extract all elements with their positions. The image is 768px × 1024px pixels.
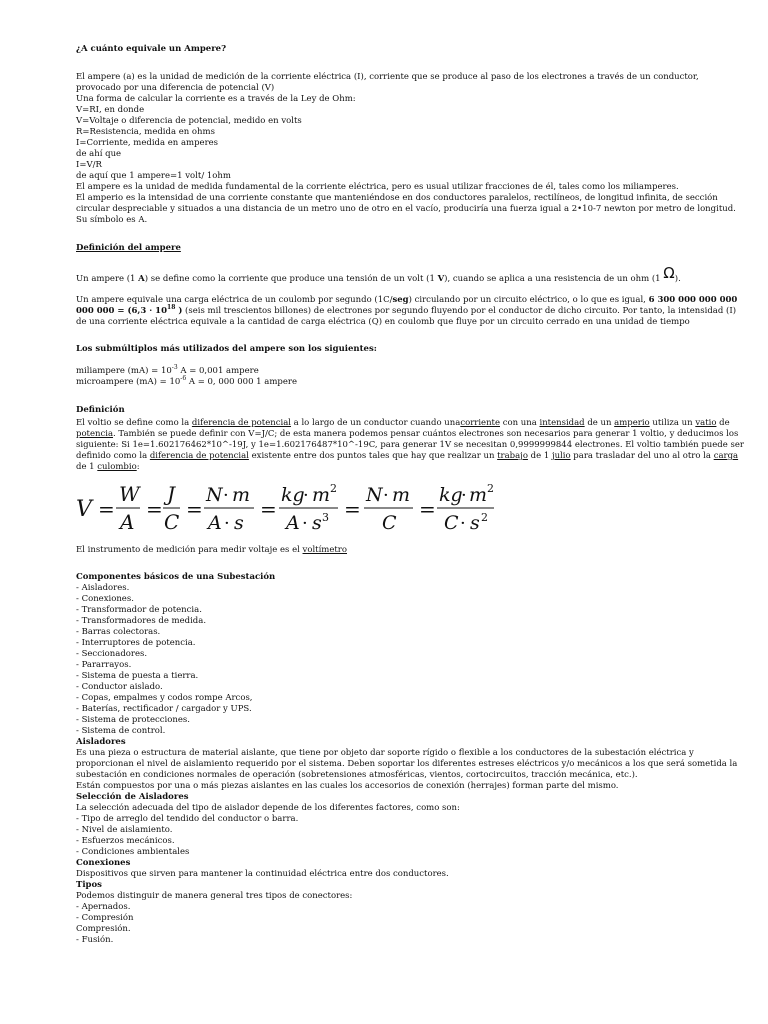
svg-text:A: A — [120, 510, 135, 534]
text: utiliza un — [649, 418, 696, 428]
svg-text:=: = — [98, 497, 115, 521]
svg-text:C: C — [382, 512, 397, 534]
text-line: de aquí que 1 ampere=1 volt/ 1ohm — [76, 171, 231, 181]
svg-text:V: V — [76, 497, 92, 522]
section-heading — [76, 243, 696, 254]
text: ) — [175, 306, 183, 316]
svg-text:C: C — [444, 512, 459, 534]
text: microampere (mA) = 10 — [76, 377, 181, 387]
link[interactable]: voltímetro — [302, 545, 347, 555]
volt-formula — [76, 484, 496, 534]
section-heading: Selección de Aisladores — [76, 792, 189, 802]
list-item: - Sistema de puesta a tierra. — [76, 671, 199, 681]
text: ) se define como la corriente que produce una tensión de un volt (1 — [144, 274, 438, 284]
section-heading: Componentes básicos de una Subestación — [76, 572, 276, 582]
text: ) = 10 — [145, 366, 172, 376]
list-item: - Nivel de aislamiento. — [76, 825, 173, 835]
link[interactable]: vatio — [695, 418, 717, 428]
text: 6 300 000 000 000 — [648, 295, 738, 305]
list-item: - Sistema de control. — [76, 726, 166, 736]
text: miliampere (mA — [76, 366, 146, 376]
text: para trasladar del uno al otro la — [570, 451, 714, 461]
list-item: - Fusión. — [76, 935, 114, 945]
svg-text:A: A — [286, 512, 300, 534]
section-heading: Tipos — [76, 880, 102, 890]
list-item: - Esfuerzos mecánicos. — [76, 836, 175, 846]
text: El instrumento de medición para medir voltaje es el — [76, 545, 303, 555]
text-line — [76, 451, 739, 462]
text: A = 0,001 ampere — [177, 366, 259, 376]
text-line: Su símbolo es A. — [76, 215, 148, 225]
text-line — [76, 418, 730, 429]
text-line: provocado por una diferencia de potencial (V) — [76, 83, 275, 93]
section-heading: Aisladores — [76, 737, 126, 747]
svg-text:3: 3 — [322, 511, 329, 524]
section-heading: Definición — [76, 405, 125, 415]
list-item: - Tipo de arreglo del tendido del conductor o barra. — [76, 814, 299, 824]
text-line: Están compuestos por una o más piezas aislantes en las cuales los accesorios de conexión (herrajes) forman parte del mismo. — [76, 781, 619, 791]
ohm-symbol: Ω — [663, 264, 675, 282]
volt-definition-paragraph — [76, 418, 744, 473]
list-item: - Transformadores de medida. — [76, 616, 207, 626]
list-item: - Pararrayos. — [76, 660, 132, 670]
svg-text:2: 2 — [487, 484, 494, 495]
svg-text:kg: kg — [281, 484, 305, 506]
ampere-definition-line — [76, 264, 696, 285]
text-line: de una corriente eléctrica equivale a la cantidad de carga eléctrica (Q) en coulomb que fluye por un circuito cerrado en una unidad de tiempo — [76, 317, 690, 327]
svg-text:·: · — [224, 513, 230, 534]
list-item: - Conductor aislado. — [76, 682, 163, 692]
ampere-coulomb-paragraph — [76, 295, 738, 328]
text: V — [437, 274, 445, 284]
submultiples-list — [76, 366, 696, 388]
link[interactable]: intensidad — [539, 418, 585, 428]
text-line: Es una pieza o estructura de material aislante, que tiene por objeto dar soporte rígido o flexible a los conductores de la subestación eléctrica y — [76, 748, 694, 758]
superscript: -6 — [180, 375, 187, 383]
svg-text:·: · — [223, 485, 229, 506]
text: de un — [584, 418, 615, 428]
text-line: Dispositivos que sirven para mantener la continuidad eléctrica entre dos conductores. — [76, 869, 449, 879]
text-line — [76, 429, 739, 440]
svg-text:=: = — [419, 497, 436, 521]
text: definido como la — [76, 451, 150, 461]
text: con una — [500, 418, 540, 428]
list-item: - Sistema de protecciones. — [76, 715, 190, 725]
list-item: - Condiciones ambientales — [76, 847, 190, 857]
list-item: - Aisladores. — [76, 583, 130, 593]
question-title: ¿A cuánto equivale un Ampere? — [76, 44, 227, 54]
svg-text:A: A — [208, 512, 222, 534]
text-line: El ampere es la unidad de medida fundamental de la corriente eléctrica, pero es usual utilizar fracciones de él, tales como los miliamperes. — [76, 182, 679, 192]
text: a lo largo de un conductor cuando una — [290, 418, 461, 428]
list-item: - Baterías, rectificador / cargador y UPS. — [76, 704, 252, 714]
text: Un ampere (1 — [76, 274, 139, 284]
svg-text:2: 2 — [330, 484, 337, 495]
svg-text:N: N — [206, 484, 223, 506]
text: de 1 — [76, 462, 98, 472]
text-line — [76, 304, 737, 317]
list-item: - Copas, empalmes y codos rompe Arcos, — [76, 693, 253, 703]
text-line: Una forma de calcular la corriente es a través de la Ley de Ohm: — [76, 94, 356, 104]
svg-text:C: C — [164, 510, 180, 534]
text: seg — [392, 295, 409, 305]
svg-text:·: · — [303, 485, 309, 506]
list-item: Compresión. — [76, 924, 131, 934]
text-line: V=Voltaje o diferencia de potencial, medido en volts — [76, 116, 302, 126]
intro-section — [76, 72, 736, 226]
link[interactable]: potencia — [76, 429, 114, 439]
link[interactable]: diferencia de potencial — [149, 451, 249, 461]
text-line: R=Resistencia, medida en ohms — [76, 127, 215, 137]
text: ). — [674, 274, 681, 284]
svg-text:s: s — [234, 512, 244, 534]
text-line: subestación en condiciones normales de operación (sobretensiones atmosféricas, vientos, cortocircuitos, tracción mecánica, etc.). — [76, 770, 638, 780]
svg-text:m: m — [232, 484, 251, 506]
text: existente entre dos puntos tales que hay que realizar un — [248, 451, 498, 461]
text: El voltio se define como la — [76, 418, 192, 428]
text-line: V=RI, en donde — [76, 105, 145, 115]
list-item: - Transformador de potencia. — [76, 605, 202, 615]
text-line: El amperio es la intensidad de una corriente constante que manteniéndose en dos conductores paralelos, rectilíneos, de longitud infinita, de sección — [76, 193, 718, 203]
instrument-line — [76, 545, 696, 556]
text: ), cuando se aplica a una resistencia de un ohm (1 — [444, 274, 664, 284]
svg-text:2: 2 — [481, 511, 488, 524]
svg-text:J: J — [167, 484, 176, 506]
link[interactable]: julio — [551, 451, 571, 461]
svg-text:kg: kg — [439, 484, 463, 506]
svg-text:·: · — [461, 485, 467, 506]
text: de — [716, 418, 730, 428]
list-item: - Compresión — [76, 913, 134, 923]
text: ) circulando por un circuito eléctrico, o lo que es igual, — [408, 295, 649, 305]
link[interactable]: carga — [713, 451, 739, 461]
list-item: - Apernados. — [76, 902, 131, 912]
link[interactable]: corriente — [460, 418, 500, 428]
svg-text:s: s — [312, 512, 322, 534]
text-line: de ahí que — [76, 149, 122, 159]
list-item: - Seccionadores. — [76, 649, 148, 659]
list-item: - Conexiones. — [76, 594, 134, 604]
section-heading: Los submúltiplos más utilizados del ampere son los siguientes: — [76, 344, 377, 354]
svg-text:=: = — [260, 497, 277, 521]
heading-text: Definición del ampere — [76, 243, 181, 253]
svg-text:=: = — [186, 497, 203, 521]
formula-graphic — [76, 484, 496, 534]
link[interactable]: culombio — [97, 462, 137, 472]
svg-text:=: = — [344, 497, 361, 521]
link[interactable]: trabajo — [497, 451, 528, 461]
section-heading: Conexiones — [76, 858, 131, 868]
superscript: 18 — [167, 304, 176, 312]
text-line: Podemos distinguir de manera general tres tipos de conectores: — [76, 891, 353, 901]
svg-text:s: s — [470, 512, 480, 534]
svg-text:m: m — [392, 484, 411, 506]
text: (seis mil trescientos billones) de electrones por segundo fluyendo por el conductor de dicho circuito. Por tanto, la intensidad (I) — [182, 306, 737, 316]
text-line: La selección adecuada del tipo de aislador depende de los diferentes factores, como son: — [76, 803, 460, 813]
svg-text:m: m — [312, 484, 331, 506]
text: A — [138, 274, 145, 284]
text-line — [76, 462, 696, 473]
text: : — [136, 462, 140, 472]
text-line: El ampere (a) es la unidad de medición de la corriente eléctrica (I), corriente que se produce al paso de los electrones a través de un conductor, — [76, 72, 699, 82]
svg-text:·: · — [302, 513, 308, 534]
components-list — [76, 583, 738, 946]
text-line: circular despreciable y situados a una distancia de un metro uno de otro en el vacío, produciría una fuerza igual a 2•10-7 newton por metro de longitud. — [76, 204, 736, 214]
list-item: - Interruptores de potencia. — [76, 638, 196, 648]
svg-text:m: m — [469, 484, 488, 506]
list-item: - Barras colectoras. — [76, 627, 161, 637]
superscript: -3 — [171, 364, 178, 372]
text-line: siguiente: Si 1e=1.602176462*10^-19J, y 1e=1.602176487*10^-19C, para generar 1V se necesitan 0,9999999844 electrones. El voltio también puede ser — [76, 440, 744, 450]
text-line: I=V/R — [76, 160, 102, 170]
text-line: proporcionan el nivel de aislamiento requerido por el sistema. Deben soportar los diferentes estreses eléctricos y/o mecánicos a los que será sometida la — [76, 759, 738, 769]
svg-text:=: = — [146, 497, 163, 521]
link[interactable]: amperio — [614, 418, 650, 428]
text: de 1 — [527, 451, 552, 461]
svg-text:W: W — [119, 484, 140, 506]
text: A = 0, 000 000 1 ampere — [186, 377, 297, 387]
svg-text:N: N — [366, 484, 383, 506]
text-line: I=Corriente, medida en amperes — [76, 138, 219, 148]
text: 000 000 = (6,3 · 10 — [76, 306, 168, 316]
svg-text:·: · — [460, 513, 466, 534]
link[interactable]: diferencia de potencial — [191, 418, 291, 428]
list-item — [76, 366, 696, 377]
list-item — [76, 377, 696, 388]
svg-text:·: · — [383, 485, 389, 506]
text: Un ampere equivale una carga eléctrica de un coulomb por segundo (1C/ — [76, 295, 393, 305]
text: . También se puede definir con V=J/C; de esta manera podemos pensar cuántos electrones son necesarios para generar 1 voltio, y deducimos los — [113, 429, 739, 439]
